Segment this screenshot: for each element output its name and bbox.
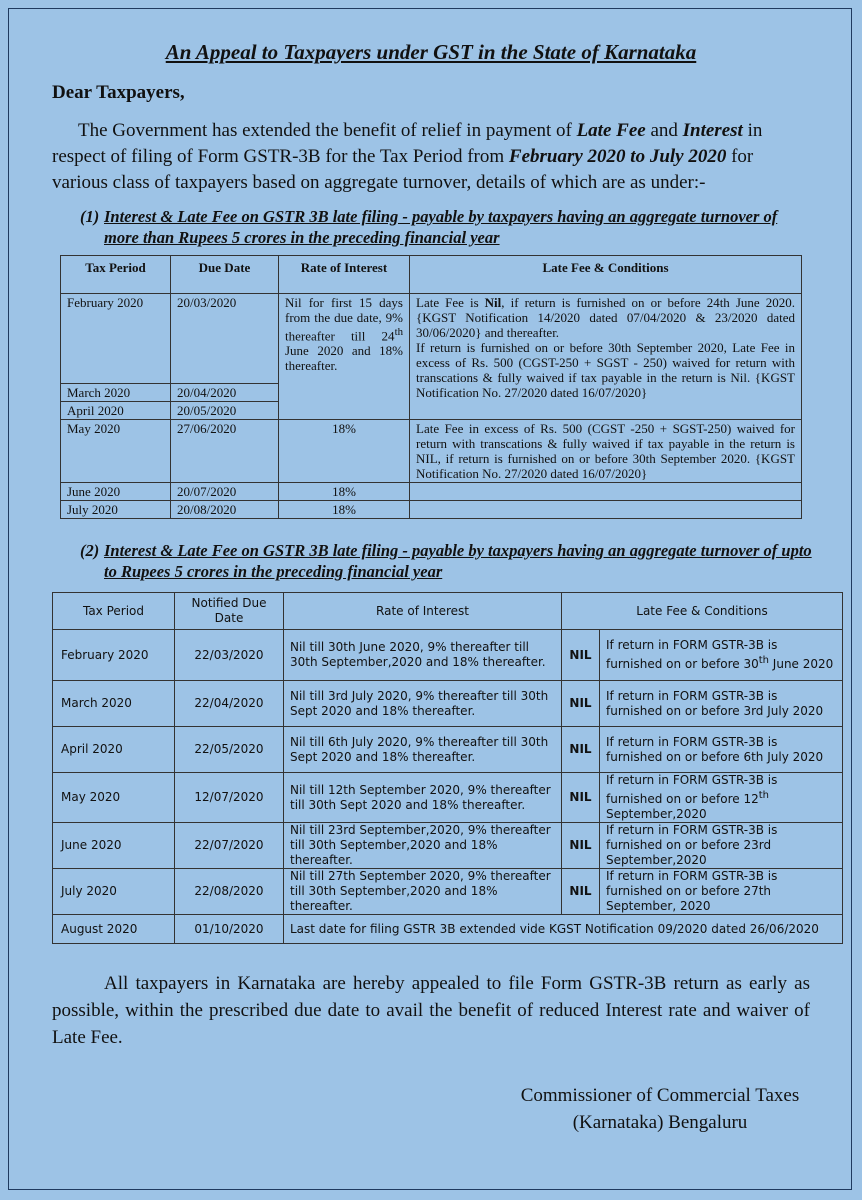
tax-period: March 2020 — [53, 681, 175, 727]
late-fee-nil: NIL — [562, 630, 600, 681]
condition-text: June 2020 — [768, 657, 834, 671]
condition-superscript: th — [758, 655, 769, 666]
closing-paragraph: All taxpayers in Karnataka are hereby appealed to file Form GSTR-3B return as early as possible, within the prescribed due date to avail the benefit of reduced Interest rate and waiver of Late Fee. — [52, 973, 810, 1048]
rate-of-interest: Nil till 3rd July 2020, 9% thereafter till 30th Sept 2020 and 18% thereafter. — [284, 681, 562, 727]
due-date: 20/07/2020 — [171, 483, 279, 501]
table-row — [61, 420, 802, 483]
due-date: 22/08/2020 — [175, 869, 284, 915]
tax-period: April 2020 — [53, 727, 175, 773]
tax-period: May 2020 — [53, 773, 175, 823]
due-date: 12/07/2020 — [175, 773, 284, 823]
document-title: An Appeal to Taxpayers under GST in the State of Karnataka — [165, 40, 697, 64]
late-fee-conditions: Late Fee in excess of Rs. 500 (CGST -250 + SGST-250) waived for return with transcations & fully waived if tax payable in the return is NIL, if return is furnished on or before 30th September 2020. {KGST Notification No. 27/2020 dated 16/07/2020} — [410, 420, 802, 483]
condition-text: If return in FORM GSTR-3B is furnished on or before 6th July 2020 — [606, 734, 824, 764]
late-fee-conditions — [410, 294, 802, 420]
header-tax-period: Tax Period — [61, 256, 171, 294]
table-row — [53, 823, 843, 869]
due-date: 22/05/2020 — [175, 727, 284, 773]
rate-text: Nil for first 15 days from the due date, 9% thereafter till 24 — [285, 295, 403, 344]
tax-period: July 2020 — [53, 869, 175, 915]
tax-period: February 2020 — [53, 630, 175, 681]
table-turnover-above-5-crore — [60, 255, 802, 519]
section-number: (1) — [80, 207, 100, 226]
condition-text: If return in FORM GSTR-3B is furnished on or before 27th September, 2020 — [606, 869, 778, 913]
late-fee-nil: NIL — [562, 727, 600, 773]
fee-text: Late Fee is — [416, 295, 485, 310]
intro-text: in respect of filing of Form GSTR-3B for the Tax Period from — [52, 120, 763, 167]
tax-period: July 2020 — [61, 501, 171, 519]
section-heading-text: Interest & Late Fee on GSTR 3B late filing - payable by taxpayers having an aggregate turnover of upto to Rupees 5 crores in the preceding financial year — [104, 541, 812, 581]
rate-of-interest: Nil till 23rd September,2020, 9% thereafter till 30th September,2020 and 18% thereafter. — [284, 823, 562, 869]
header-due-date: Due Date — [171, 256, 279, 294]
late-fee-condition — [600, 823, 843, 869]
signature-title: Commissioner of Commercial Taxes — [520, 1085, 800, 1106]
tax-period: June 2020 — [53, 823, 175, 869]
rate-of-interest: 18% — [279, 501, 410, 519]
rate-text: June 2020 and 18% thereafter. — [285, 343, 403, 374]
intro-period: February 2020 to July 2020 — [508, 146, 727, 167]
late-fee-condition — [600, 773, 843, 823]
due-date: 27/06/2020 — [171, 420, 279, 483]
tax-period: April 2020 — [61, 402, 171, 420]
intro-text: The Government has extended the benefit of relief in payment of — [78, 120, 577, 141]
due-date: 22/03/2020 — [175, 630, 284, 681]
rate-of-interest: Nil till 6th July 2020, 9% thereafter till 30th Sept 2020 and 18% thereafter. — [284, 727, 562, 773]
intro-interest: Interest — [682, 120, 743, 141]
table-row — [53, 773, 843, 823]
late-fee-condition — [600, 630, 843, 681]
intro-text: and — [645, 120, 683, 141]
greeting: Dear Taxpayers, — [52, 82, 185, 103]
section-2-heading — [80, 540, 815, 582]
due-date: 20/03/2020 — [171, 294, 279, 384]
tax-period: August 2020 — [53, 915, 175, 944]
intro-late-fee: Late Fee — [576, 120, 646, 141]
table-turnover-upto-5-crore — [52, 592, 843, 944]
table-header-row — [61, 256, 802, 294]
rate-superscript: th — [394, 326, 403, 338]
table-row — [53, 630, 843, 681]
rate-of-interest: Nil till 27th September 2020, 9% thereafter till 30th September,2020 and 18% thereafter. — [284, 869, 562, 915]
section-number: (2) — [80, 541, 100, 560]
condition-text: If return in FORM GSTR-3B is furnished on or before 3rd July 2020 — [606, 688, 824, 718]
fee-text: , if return is furnished on or before 24th June 2020. {KGST Notification 14/2020 dated 07/04/2020 & 23/2020 dated 30/06/2020} and thereafter. — [416, 295, 795, 340]
intro-text: for various class of taxpayers based on aggregate turnover, details of which are as under:- — [52, 146, 754, 193]
due-date: 01/10/2020 — [175, 915, 284, 944]
table-row — [61, 483, 802, 501]
header-late-fee: Late Fee & Conditions — [562, 593, 843, 630]
tax-period: May 2020 — [61, 420, 171, 483]
due-date: 22/04/2020 — [175, 681, 284, 727]
intro-paragraph — [52, 118, 812, 196]
due-date: 20/05/2020 — [171, 402, 279, 420]
extension-note: Last date for filing GSTR 3B extended vide KGST Notification 09/2020 dated 26/06/2020 — [284, 915, 843, 944]
late-fee-nil: NIL — [562, 869, 600, 915]
header-tax-period: Tax Period — [53, 593, 175, 630]
table-row — [53, 727, 843, 773]
table-row — [53, 869, 843, 915]
table-header-row — [53, 593, 843, 630]
table-row — [53, 681, 843, 727]
late-fee-condition — [600, 727, 843, 773]
late-fee-condition — [600, 869, 843, 915]
rate-of-interest: Nil till 12th September 2020, 9% thereafter till 30th Sept 2020 and 18% thereafter. — [284, 773, 562, 823]
rate-of-interest — [279, 294, 410, 420]
condition-superscript: th — [758, 790, 769, 801]
condition-text: September,2020 — [606, 807, 707, 821]
section-heading-text: Interest & Late Fee on GSTR 3B late filing - payable by taxpayers having an aggregate turnover of more than Rupees 5 crores in the preceding financial year — [104, 207, 778, 247]
condition-text: If return in FORM GSTR-3B is furnished on or before 23rd September,2020 — [606, 823, 778, 867]
due-date: 20/08/2020 — [171, 501, 279, 519]
late-fee-nil: NIL — [562, 823, 600, 869]
late-fee-conditions — [410, 483, 802, 501]
tax-period: February 2020 — [61, 294, 171, 384]
late-fee-nil: NIL — [562, 773, 600, 823]
rate-of-interest: Nil till 30th June 2020, 9% thereafter till 30th September,2020 and 18% thereafter. — [284, 630, 562, 681]
fee-text: If return is furnished on or before 30th September 2020, Late Fee in excess of Rs. 500 (CGST-250 + SGST - 250) waived for return with transcations & fully waived if tax payable in the return is Nil. {KGST Notification No. 27/2020 dated 16/07/2020} — [416, 340, 795, 400]
table-row — [61, 294, 802, 384]
table-row — [61, 501, 802, 519]
late-fee-nil: NIL — [562, 681, 600, 727]
condition-text: If return in FORM GSTR-3B is furnished on or before 12 — [606, 773, 778, 806]
header-rate-of-interest: Rate of Interest — [284, 593, 562, 630]
late-fee-conditions — [410, 501, 802, 519]
fee-nil: Nil — [484, 295, 502, 310]
table-row — [53, 915, 843, 944]
signature-location: (Karnataka) Bengaluru — [572, 1112, 748, 1133]
rate-of-interest: 18% — [279, 483, 410, 501]
section-1-heading — [80, 206, 815, 248]
tax-period: March 2020 — [61, 384, 171, 402]
rate-of-interest: 18% — [279, 420, 410, 483]
tax-period: June 2020 — [61, 483, 171, 501]
header-due-date: Notified Due Date — [175, 593, 284, 630]
due-date: 22/07/2020 — [175, 823, 284, 869]
header-rate-of-interest: Rate of Interest — [279, 256, 410, 294]
condition-text: If return in FORM GSTR-3B is furnished on or before 30 — [606, 638, 778, 671]
header-late-fee: Late Fee & Conditions — [410, 256, 802, 294]
due-date: 20/04/2020 — [171, 384, 279, 402]
late-fee-condition — [600, 681, 843, 727]
